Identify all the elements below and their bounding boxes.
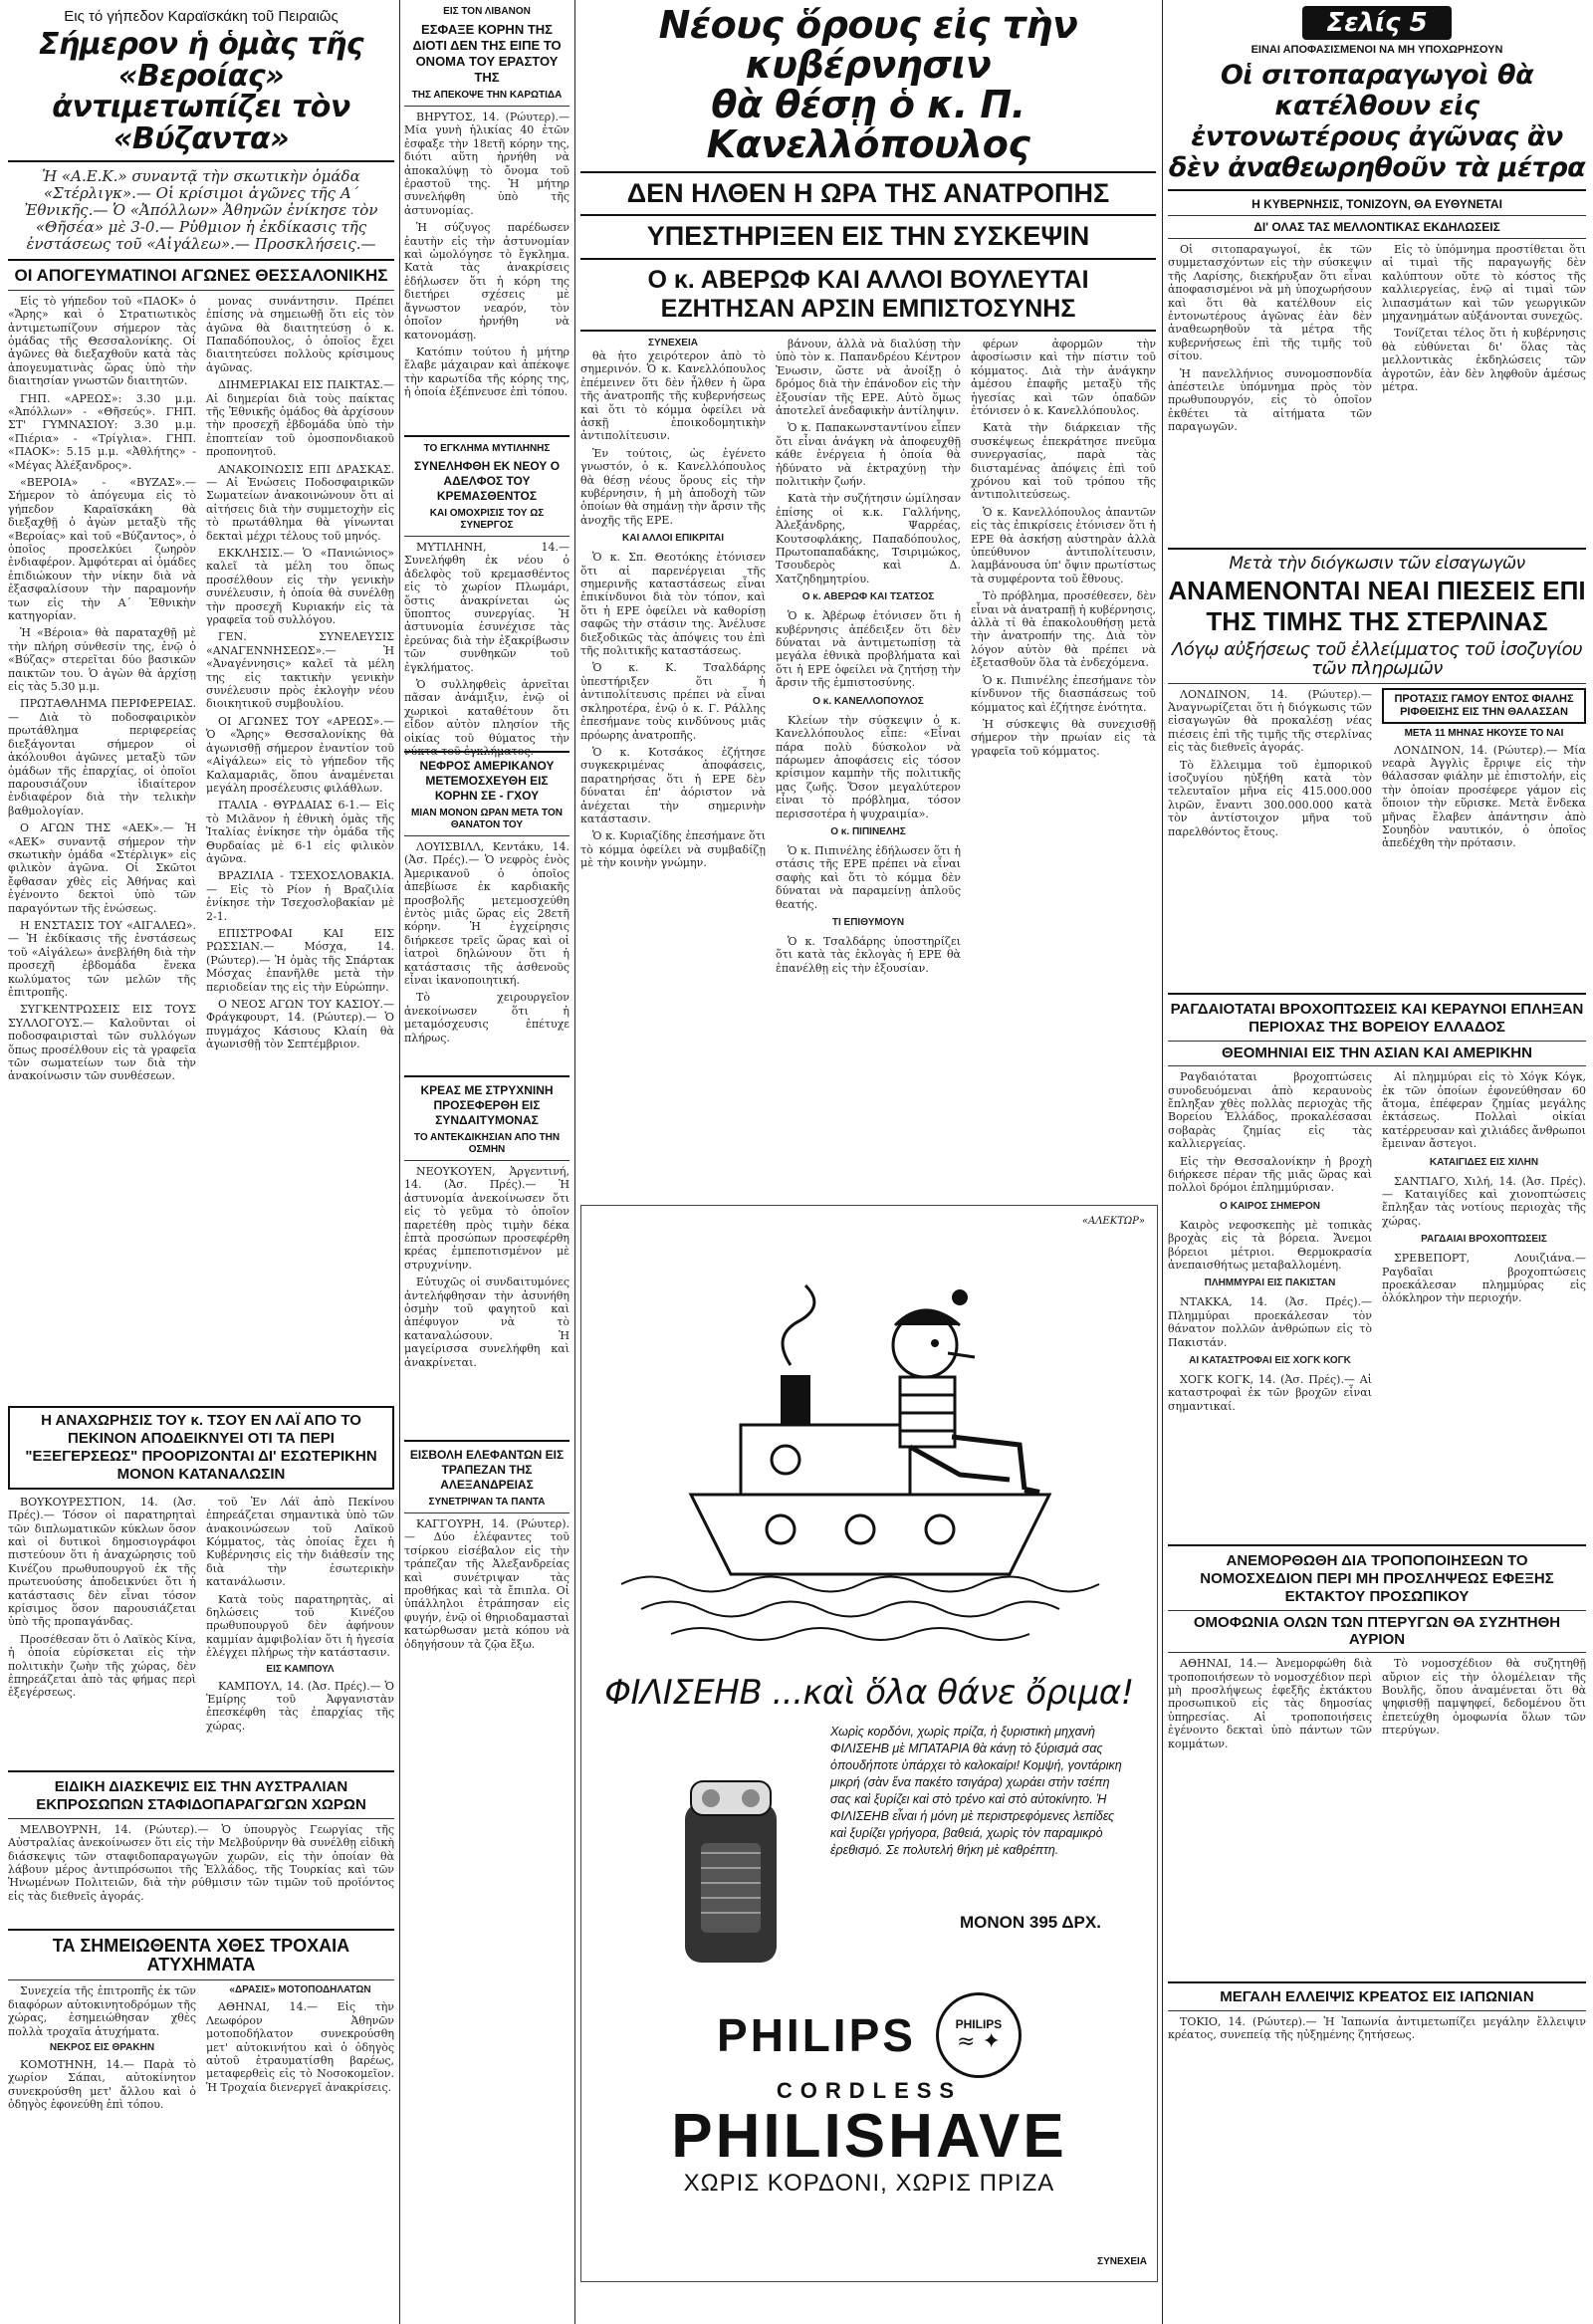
kidney-headline: ΝΕΦΡΟΣ ΑΜΕΡΙΚΑΝΟΥ ΜΕΤΕΜΟΣΧΕΥΘΗ ΕΙΣ ΚΟΡΗΝ ΣΕ - ΓΧΟΥ	[419, 759, 555, 803]
sterling-headline: ΑΝΑΜΕΝΟΝΤΑΙ ΝΕΑΙ ΠΙΕΣΕΙΣ ΕΠΙ ΤΗΣ ΤΙΜΗΣ ΤΗΣ ΣΤΕΡΛΙΝΑΣ	[1168, 575, 1586, 636]
marriage-box	[1382, 688, 1586, 724]
philips-shield-icon	[936, 1992, 1022, 2078]
lead-sub-c: Ο κ. ΚΑΝΕΛΛΟΠΟΥΛΟΣ	[812, 695, 924, 707]
mytilene-kicker: ΤΟ ΕΓΚΛΗΜΑ ΜΥΤΙΛΗΝΗΣ	[423, 443, 551, 454]
sports-headline: Σήμερον ἡ ὁμὰς τῆς «Βεροίας» ἀντιμετωπίζει τὸν «Βύζαντα»	[38, 27, 364, 156]
kidney-body: ΛΟΥΙΣΒΙΛΛ, Κεντάκυ, 14. (Ἀσ. Πρές).— Ὁ νεφρὸς ἑνὸς Ἀμερικανοῦ ὁ ὁποῖος ἀπεβίωσε ἐκ καρδιακῆς προσβολῆς μετεμοσχεύθη ἐντὸς μιᾶς ὥρας εἰς 28ετῆ κόρην. Ἡ ἐγχείρησις διήρκεσε τρεῖς ὥρας καὶ οἱ ἰατροὶ δηλώνουν ὅτι ἡ κατάστασις τῆς ἀσθενοῦς εἶναι ἱκανοποιητική. Τὸ χειρουργεῖον ἀνεκοίνωσεν ὅτι ἡ μεταμόσχευσις ἐπέτυχε πλήρως.	[404, 840, 569, 1045]
sports-body	[8, 295, 394, 1400]
farmers-sub-1: Η ΚΥΒΕΡΝΗΣΙΣ, ΤΟΝΙΖΟΥΝ, ΘΑ ΕΥΘΥΝΕΤΑΙ	[1252, 197, 1502, 211]
philishave-ad	[580, 1205, 1158, 2282]
law-headline: ΑΝΕΜΟΡΘΩΘΗ ΔΙΑ ΤΡΟΠΟΠΟΙΗΣΕΩΝ ΤΟ ΝΟΜΟΣΧΕΔΙΟΝ ΠΕΡΙ ΜΗ ΠΡΟΣΛΗΨΕΩΣ ΕΦΕΞΗΣ ΕΚΤΑΚΤΟΥ ΠΡΟΣΩΠΙΚΟΥ	[1200, 1552, 1554, 1606]
accidents-body-a: Συνεχεία τῆς ἐπιτροπῆς ἐκ τῶν διαφόρων αὐτοκινητοδρόμων τῆς χώρας, ἐσημειώθησαν χθὲς πολλὰ τροχαῖα ἀτυχήματα. ΝΕΚΡΟΣ ΕΙΣ ΘΡΑΚΗΝ ΚΟΜΟΤΗΝΗ, 14.— Παρὰ τὸ χωρίον Σάπαι, αὐτοκίνητον συνεκρούσθη μετ' ἄλλου καὶ ὁ ὁδηγὸς ἐφονεύθη ἐπὶ τόπου.	[8, 1984, 196, 2112]
storm-body-a: Ραγδαιόταται βροχοπτώσεις συνοδευόμεναι ἀπὸ κεραυνοὺς ἔπληξαν χθὲς πολλὰς περιοχὰς τῆς Βορείου Ἑλλάδος, προκαλέσασαι σοβαρὰς ζημίας εἰς τὰς καλλιεργείας. Εἰς τὴν Θεσσαλονίκην ἡ βροχὴ διήρκεσε πέραν τῆς μιᾶς ὥρας καὶ πολλοὶ δρόμοι ἐπλημμύρισαν. Ο ΚΑΙΡΟΣ ΣΗΜΕΡΟΝ Καιρὸς νεφοσκεπὴς μὲ τοπικὰς βροχὰς εἰς τὰ βόρεια. Ἄνεμοι βόρειοι μέτριοι. Θερμοκρασία ἀνεπαισθήτως μεταβαλλομένη. ΠΛΗΜΜΥΡΑΙ ΕΙΣ ΠΑΚΙΣΤΑΝ ΝΤΑΚΚΑ, 14. (Ἀσ. Πρές).— Πλημμύραι προεκάλεσαν τὸν θάνατον πολλῶν ἀνθρώπων εἰς τὸ Πακιστάν. ΑΙ ΚΑΤΑΣΤΡΟΦΑΙ ΕΙΣ ΧΟΓΚ ΚΟΓΚ ΧΟΓΚ ΚΟΓΚ, 14. (Ἀσ. Πρές).— Αἱ καταστροφαὶ ἐκ τῶν βροχῶν εἶναι σημαντικαί.	[1168, 1070, 1372, 1413]
elephants-sub: ΣΥΝΕΤΡΙΨΑΝ ΤΑ ΠΑΝΤΑ	[428, 1497, 546, 1508]
column-rule	[574, 0, 575, 2324]
storm-body	[1168, 1070, 1586, 1538]
floods-subhead: ΠΛΗΜΜΥΡΑΙ ΕΙΣ ΠΑΚΙΣΤΑΝ	[1204, 1278, 1336, 1289]
tsou-box	[8, 1406, 394, 1490]
ad-price: ΜΟΝΟΝ 395 ΔΡΧ.	[960, 1913, 1101, 1932]
economy-column	[1168, 0, 1586, 2324]
lead-sub-e: ΤΙ ΕΠΙΘΥΜΟΥΝ	[831, 916, 905, 928]
tsou-body-b: τοῦ Ἐν Λάϊ ἀπὸ Πεκίνου ἐπηρεάζεται σημαντικὰ ὑπὸ τῶν ἀνακοινώσεων τοῦ Λαϊκοῦ Κόμματος, τὰς ὁποίας ἔχει ἡ Κυβέρνησις εἰς τὴν διάθεσίν της διὰ τὴν ἐσωτερικὴν κατανάλωσιν. Κατὰ τοὺς παρατηρητὰς, αἱ δηλώσεις τοῦ Κινέζου πρωθυπουργοῦ δὲν ἀφήνουν καμμίαν ἀμφιβολίαν ὅτι ἡ ἡγεσία ἐλέγχει πλήρως τὴν κατάστασιν. ΕΙΣ ΚΑΜΠΟΥΛ ΚΑΜΠΟΥΛ, 14. (Ἀσ. Πρές).— Ὁ Ἐμίρης τοῦ Ἀφγανιστὰν ἐπεσκέφθη τὰς ἐπαρχίας τῆς χώρας.	[206, 1495, 394, 1733]
mytilene-sub: ΚΑΙ ΟΜΟΧΡΙΣΙΣ ΤΟΥ ΩΣ ΣΥΝΕΡΓΟΣ	[429, 508, 545, 531]
marriage-story	[1382, 688, 1586, 987]
shaver-icon	[671, 1773, 791, 1973]
lead-headline-1: Νέους ὅρους εἰς τὴν κυβέρνησιν	[658, 3, 1078, 87]
sterling-body	[1168, 688, 1586, 987]
sports-column	[8, 0, 394, 2324]
lead-story-column	[580, 0, 1156, 2324]
thessaloniki-subhead: ΟΙ ΑΠΟΓΕΥΜΑΤΙΝΟΙ ΑΓΩΝΕΣ ΘΕΣΣΑΛΟΝΙΚΗΣ	[14, 266, 388, 285]
ad-slogan: ΦΙΛΙΣΕΗΒ ...καὶ ὅλα θάνε ὄριμα!	[604, 1673, 1134, 1713]
storm-body-b: Αἱ πλημμύραι εἰς τὸ Χόγκ Κόγκ, ἐκ τῶν ὁποίων ἐφονεύθησαν 60 ἄτομα, ἐπέφεραν ζημίας μεγάλης ἐκτάσεως. Πολλαὶ οἰκίαι κατέρρευσαν καὶ χιλιάδες ἄνθρωποι ἔμειναν ἄστεγοι. ΚΑΤΑΙΓΙΔΕΣ ΕΙΣ ΧΙΛΗΝ ΣΑΝΤΙΑΓΟ, Χιλή, 14. (Ἀσ. Πρές).— Καταιγίδες καὶ χιονοπτώσεις ἔπληξαν τὰς νοτίους περιοχὰς τῆς χώρας. ΡΑΓΔΑΙΑΙ ΒΡΟΧΟΠΤΩΣΕΙΣ ΣΡΕΒΕΠΟΡΤ, Λουιζιάνα.— Ραγδαῖαι βροχοπτώσεις προεκάλεσαν πλημμύρας εἰς ὁλόκληρον τὴν περιοχήν.	[1382, 1070, 1586, 1305]
sports-body-col-b: μονας συνάντησιν. Πρέπει ἐπίσης νὰ σημειωθῇ ὅτι εἰς τὸν ἀγῶνα θὰ διαιτητεύσῃ ὁ κ. Παπαδόπουλος, ὁ ὁποῖος ἔχει διαιτητεύσει πολλοὺς κρίσιμους ἀγῶνας. ΔΙΗΜΕΡΙΑΚΑΙ ΕΙΣ ΠΑΙΚΤΑΣ.— Αἱ διημερίαι διὰ τοὺς παίκτας τῆς Ἐθνικῆς ὁμάδος θὰ ἀρχίσουν τὴν προσεχῆ ἑβδομάδα ὑπὸ τὴν ἐποπτείαν τοῦ ὁμοσπονδιακοῦ προπονητοῦ. ΑΝΑΚΟΙΝΩΣΙΣ ΕΠΙ ΔΡΑΣΚΑΣ.— Αἱ Ἑνώσεις Ποδοσφαιρικῶν Σωματείων ἀνακοινώνουν ὅτι αἱ αἰτήσεις διὰ τὴν συμμετοχὴν εἰς τὸ πρωτάθλημα θὰ γίνωνται δεκταὶ μέχρι τέλους τοῦ μηνός. ΕΚΚΛΗΣΙΣ.— Ὁ «Πανιώνιος» καλεῖ τὰ μέλη του ὅπως προσέλθουν εἰς τὴν γενικὴν συνέλευσιν, ἡ ὁποία θὰ συνέλθῃ τὴν προσεχῆ Κυριακήν εἰς τὰ γραφεῖα τοῦ συλλόγου. ΓΕΝ. ΣΥΝΕΛΕΥΣΙΣ «ΑΝΑΓΕΝΝΗΣΕΩΣ».— Ἡ «Ἀναγέννησις» καλεῖ τὰ μέλη της εἰς τακτικὴν γενικὴν συνέλευσιν πρὸς ἐκλογὴν νέου διοικητικοῦ συμβουλίου. ΟΙ ΑΓΩΝΕΣ ΤΟΥ «ΑΡΕΩΣ».— Ὁ «Ἄρης» Θεσσαλονίκης θὰ ἀγωνισθῇ σήμερον ἐναντίον τοῦ «Αἰγάλεω» εἰς τὸ γήπεδον τῆς Καλαμαριᾶς, ὅπου ἀναμένεται μεγάλη προσέλευσις φιλάθλων. ΙΤΑΛΙΑ - ΘΥΡΔΑΙΑΣ 6-1.— Εἰς τὸ Μιλᾶνον ἡ ἐθνικὴ ὁμὰς τῆς Ἰταλίας ἐνίκησε τὴν ὁμάδα τῆς Θυρδαίας μὲ 6-1 εἰς φιλικὸν ἀγῶνα. ΒΡΑΖΙΛΙΑ - ΤΣΕΧΟΣΛΟΒΑΚΙΑ.— Εἰς τὸ Ρίον ἡ Βραζιλία ἐνίκησε τὴν Τσεχοσλοβακίαν μὲ 2-1. ΕΠΙΣΤΡΟΦΑΙ ΚΑΙ ΕΙΣ ΡΩΣΣΙΑΝ.— Μόσχα, 14. (Ρώυτερ).— Ἡ ὁμὰς τῆς Σπάρτακ Μόσχας ἐπανῆλθε μετὰ τὴν περιοδείαν της εἰς τὴν Εὐρώπην. Ο ΝΕΟΣ ΑΓΩΝ ΤΟΥ ΚΑΣΙΟΥ.— Φράγκφουρτ, 14. (Ρώυτερ).— Ὁ πυγμάχος Κάσιους Κλαίη θὰ ἀγωνισθῇ τὸν Σεπτέμβριον.	[206, 294, 394, 1051]
motorcycle-kicker: «ΔΡΑΣΙΣ» ΜΟΤΟΠΟΔΗΛΑΤΩΝ	[229, 1984, 371, 1996]
sterling-body-a: ΛΟΝΔΙΝΟΝ, 14. (Ρώυτερ).— Ἀναγνωρίζεται ὅτι ἡ διόγκωσις τῶν εἰσαγωγῶν θὰ προκαλέσῃ νέας πιέσεις ἐπὶ τῆς τιμῆς τῆς στερλίνας εἰς τὰς διεθνεῖς ἀγοράς. Τὸ ἔλλειμμα τοῦ ἐμπορικοῦ ἰσοζυγίου ηὐξήθη κατὰ τὸν τελευταῖον μῆνα εἰς 415.000.000 λιρῶν, ἔναντι 300.000.000 κατὰ τὸν ἀντίστοιχον μῆνα τοῦ παρελθόντος ἔτους.	[1168, 687, 1372, 838]
farmers-body	[1168, 243, 1586, 542]
sterling-deck: Λόγῳ αὐξήσεως τοῦ ἐλλείμματος τοῦ ἰσοζυγίου τῶν πληρωμῶν	[1171, 638, 1583, 679]
lead-continuation: ΣΥΝΕΧΕΙΑ	[648, 337, 698, 349]
elephants-body: ΚΑΓΓΟΥΡΗ, 14. (Ρώυτερ).— Δύο ἐλέφαντες τοῦ τσίρκου εἰσέβαλον εἰς τὴν τράπεζαν τῆς Ἀλεξανδρείας καὶ συνέτριψαν τὰς προθήκας καὶ τὰ ἔπιπλα. Οἱ ὑπάλληλοι ἐτράπησαν εἰς φυγήν, ἐνῷ οἱ θηριοδαμασταὶ κατώρθωσαν μετὰ κόπου νὰ ὁδηγήσουν τὰ ζῷα ἔξω.	[404, 1517, 569, 1651]
lebanon-kicker: ΕΙΣ ΤΟΝ ΛΙΒΑΝΟΝ	[443, 6, 531, 17]
philips-wave: ≈ ✦	[957, 2029, 1001, 2054]
sports-intro: Ἡ «Α.Ε.Κ.» συναντᾷ τὴν σκωτικὴν ὁμάδα «Στέρλιγκ».— Οἱ κρίσιμοι ἀγῶνες τῆς Α΄ Ἐθνικῆς.— Ὁ «Ἀπόλλων» Ἀθηνῶν ἐνίκησε τὸν «Θῆσέα» μὲ 3-0.— Ρὑθμιον ἡ ἐκδίκασις τῆς ἐνστάσεως τοῦ «Αἰγάλεω».— Προσκλήσεις.—	[24, 167, 378, 253]
lead-headline-2: θὰ θέσῃ ὁ κ. Π. Κανελλόπουλος	[706, 82, 1030, 166]
accidents-headline: ΤΑ ΣΗΜΕΙΩΘΕΝΤΑ ΧΘΕΣ ΤΡΟΧΑΙΑ ΑΤΥΧΗΜΑΤΑ	[52, 1935, 350, 1975]
japan-body: ΤΟΚΙΟ, 14. (Ρώυτερ).— Ἡ Ἰαπωνία ἀντιμετωπίζει μεγάλην ἔλλειψιν κρέατος, συνεπείᾳ τῆς ηὐξημένης ζητήσεως.	[1168, 2014, 1586, 2042]
news-column-narrow	[404, 0, 569, 2324]
page-label: Σελίς 5	[1302, 6, 1452, 40]
tsou-headline: Η ΑΝΑΧΩΡΗΣΙΣ ΤΟΥ κ. ΤΣΟΥ ΕΝ ΛΑΪ ΑΠΟ ΤΟ ΠΕΚΙΝΟΝ ΑΠΟΔΕΙΚΝΥΕΙ ΟΤΙ ΤΑ ΠΕΡΙ "ΕΞΕΓΕΡΣΕΩΣ" ΠΡΟΟΡΙΖΟΝΤΑΙ ΔΙ' ΕΣΩΤΕΡΙΚΗΝ ΜΟΝΟΝ ΚΑΤΑΝΑΛΩΣΙΝ	[25, 1411, 377, 1483]
lead-body-a: ΣΥΝΕΧΕΙΑ θὰ ἠτο χειρότερον ἀπὸ τὸ σημερινόν. Ὁ κ. Κανελλόπουλος ἐπέμεινεν ὅτι δὲν ἦλθεν ἡ ὥρα τῆς ἀνατροπῆς τῆς κυβερνήσεως καὶ ὅτι τὸ κόμμα ὀφείλει νὰ ἀσκῇ ἐποικοδομητικὴν ἀντιπολίτευσιν. Ἐν τούτοις, ὡς ἐγένετο γνωστόν, ὁ κ. Κανελλόπουλος θὰ θέσῃ νέους ὅρους εἰς τὴν κυβέρνησιν, ἡ μὴ ἀποδοχὴ τῶν ὁποίων θὰ σημάνῃ τὴν ἄρσιν τῆς ἀνοχῆς τῆς ΕΡΕ. ΚΑΙ ΑΛΛΟΙ ΕΠΙΚΡΙΤΑΙ Ὁ κ. Σπ. Θεοτόκης ἐτόνισεν ὅτι αἱ παρενέργειαι τῆς σημερινῆς καταστάσεως εἶναι ἐπικίνδυνοι διὰ τὸν τόπον, καὶ ὅτι ἡ ΕΡΕ ὀφείλει νὰ καθορίσῃ σαφῶς τὴν στάσιν της. Ἀνέλυσε διεξοδικῶς τὰς ἀπόψεις του ἐπὶ τῆς πολιτικῆς καταστάσεως. Ὁ κ. Κ. Τσαλδάρης ὑπεστήριξεν ὅτι ἡ ἀντιπολίτευσις πρέπει νὰ εἶναι σκληροτέρα, ἐνῷ ὁ κ. Γ. Ράλλης ἐπεσήμανε τοὺς κινδύνους μιᾶς πρόωρης ἀνατροπῆς. Ὁ κ. Κοτσάκος ἐζήτησε συγκεκριμένας ἀποφάσεις, παρατηρήσας ὅτι ἡ ΕΡΕ δὲν δύναται ἐπ' ἀόριστον νὰ ἀνέχεται τὴν σημερινὴν κατάστασιν. Ὁ κ. Κυριαζίδης ἐπεσήμανε ὅτι τὸ κόμμα ὀφείλει νὰ συμβαδίζῃ μὲ τὴν κοινὴν γνώμην.	[580, 337, 766, 870]
strychnine-headline: ΚΡΕΑΣ ΜΕ ΣΤΡΥΧΝΙΝΗ ΠΡΟΣΕΦΕΡΘΗ ΕΙΣ ΣΥΝΔΑΙΤΥΜΟΝΑΣ	[420, 1083, 554, 1127]
marriage-body: ΛΟΝΔΙΝΟΝ, 14. (Ρώυτερ).— Μία νεαρὰ Ἀγγλὶς ἔρριψε εἰς τὴν θάλασσαν φιάλην μὲ ἐπιστολήν, εἰς τὴν ὁποίαν προσέφερε γάμον εἰς ὅποιον τὴν εὕρισκε. Μετὰ ἕνδεκα μῆνας ἔλαβεν ἀπάντησιν ἀπὸ Σουηδὸν ναυτικόν, ὁ ὁποῖος ἀπεδέχθη τὴν πρότασιν.	[1382, 743, 1586, 850]
farmers-body-b: Εἰς τὸ ὑπόμνημα προστίθεται ὅτι αἱ τιμαὶ τῆς παραγωγῆς δὲν καλύπτουν οὔτε τὸ κόστος τῆς καλλιεργείας, ἐνῷ αἱ τιμαὶ τῶν λιπασμάτων καὶ τῶν γεωργικῶν μηχανημάτων αὐξάνονται συνεχῶς. Τονίζεται τέλος ὅτι ἡ κυβέρνησις θὰ εὐθύνεται δι' ὅλας τὰς μελλοντικὰς ἐκδηλώσεις τῶν ἀγροτῶν, ἐὰν δὲν ληφθοῦν ἀμέσως μέτρα.	[1382, 243, 1586, 394]
kampoul-kicker: ΕΙΣ ΚΑΜΠΟΥΛ	[266, 1663, 335, 1675]
rain-subhead: ΡΑΓΔΑΙΑΙ ΒΡΟΧΟΠΤΩΣΕΙΣ	[1421, 1234, 1547, 1246]
lead-sub-d: Ο κ. ΠΙΠΙΝΕΛΗΣ	[830, 825, 906, 837]
cordless-label: CORDLESS	[776, 2078, 963, 2103]
lead-deck-2: ΥΠΕΣΤΗΡΙΞΕΝ ΕΙΣ ΤΗΝ ΣΥΣΚΕΨΙΝ	[646, 221, 1090, 252]
farmers-sub-2: ΔΙ' ΟΛΑΣ ΤΑΣ ΜΕΛΛΟΝΤΙΚΑΣ ΕΚΔΗΛΩΣΕΙΣ	[1253, 220, 1500, 234]
ad-tagline: ΧΩΡΙΣ ΚΟΡΔΟΝΙ, ΧΩΡΙΣ ΠΡΙΖΑ	[683, 2170, 1055, 2197]
marriage-sub: ΜΕΤΑ 11 ΜΗΝΑΣ ΗΚΟΥΣΕ ΤΟ ΝΑΙ	[1404, 727, 1564, 739]
ad-body: Χωρὶς κορδόνι, χωρὶς πρίζα, ἡ ξυριστικὴ μηχανὴ ΦΙΛΙΣΕΗΒ μὲ ΜΠΑΤΑΡΙΑ θὰ κάνῃ τὸ ξύρισμά σας ὁπουδήποτε ὑπάρχει τὸ καλοκαίρι! Κομψή, γοντάρικη μικρή (σὰν ἕνα πακέτο τσιγάρα) χωράει στὴν τσέπη σας καὶ ξυρίζει καὶ στὸ τρένο καὶ στὸ αὐτοκίνητο. Ἡ ΦΙΛΙΣΕΗΒ εἶναι ἡ μόνη μὲ περιστρεφόμενες λεπίδες καὶ ξυρίζει γρήγορα, βαθειά, χωρὶς τὸν παραμικρὸ ἐρεθισμό. Σε πολυτελή θήκη μὲ καθρέπτη.	[830, 1725, 1122, 1857]
hk-subhead: ΑΙ ΚΑΤΑΣΤΡΟΦΑΙ ΕΙΣ ΧΟΓΚ ΚΟΓΚ	[1189, 1355, 1351, 1367]
strychnine-body: ΝΕΟΥΚΟΥΕΝ, Ἀργεντινή, 14. (Ἀσ. Πρές).— Ἡ ἀστυνομία ἀνεκοίνωσεν ὅτι εἰς τὸ γεῦμα τὸ ὁποῖον παρετέθη πρὸς τιμὴν δέκα ἑπτὰ προσώπων προσεφέρθη κρέας ἐμπεποτισμένον μὲ στρυχνίνην. Εὐτυχῶς οἱ συνδαιτυμόνες ἀντελήφθησαν τὴν ἀσυνήθη ὀσμὴν τοῦ φαγητοῦ καὶ ἀπέφυγον νὰ τὸ καταναλώσουν. Ἡ μαγείρισσα συνελήφθη καὶ ἀνακρίνεται.	[404, 1165, 569, 1369]
sterling-kicker: Μετὰ τὴν διόγκωσιν τῶν εἰσαγωγῶν	[1229, 554, 1525, 574]
lead-sub-b: Ο κ. ΑΒΕΡΩΦ ΚΑΙ ΤΣΑΤΣΟΣ	[801, 591, 935, 603]
accidents-body-b: «ΔΡΑΣΙΣ» ΜΟΤΟΠΟΔΗΛΑΤΩΝ ΑΘΗΝΑΙ, 14.— Εἰς τὴν Λεωφόρον Ἀθηνῶν μοτοποδήλατον συνεκρούσθη μετ' αὐτοκινήτου καὶ ὁ ὁδηγὸς αὐτοῦ ἐτραυματίσθη βαρέως, μεταφερθεὶς εἰς τὸ Νοσοκομεῖον. Ἡ Τροχαία διενεργεῖ ἀνακρίσεις.	[206, 1984, 394, 2094]
law-body-a: ΑΘΗΝΑΙ, 14.— Ἀνεμορφώθη διὰ τροποποιήσεων τὸ νομοσχέδιον περὶ μὴ προσλήψεως ἐφεξῆς ἐκτάκτου προσωπικοῦ εἰς τὰς δημοσίας ὑπηρεσίας. Αἱ τροποποιήσεις ἐγένοντο δεκταὶ ὑπὸ πάντων τῶν κομμάτων.	[1168, 1657, 1372, 1750]
storm-headline: ΡΑΓΔΑΙΟΤΑΤΑΙ ΒΡΟΧΟΠΤΩΣΕΙΣ ΚΑΙ ΚΕΡΑΥΝΟΙ ΕΠΛΗΞΑΝ ΠΕΡΙΟΧΑΣ ΤΗΣ ΒΟΡΕΙΟΥ ΕΛΛΑΔΟΣ	[1170, 1000, 1584, 1036]
strychnine-sub: ΤΟ ΑΝΤΕΚΔΙΚΗΣΙΑΝ ΑΠΟ ΤΗΝ ΟΣΜΗΝ	[413, 1132, 561, 1155]
law-body-b: Τὸ νομοσχέδιον θὰ συζητηθῇ αὔριον εἰς τὴν ὁλομέλειαν τῆς Βουλῆς, ὅπου ἀναμένεται ὅτι θὰ ψηφισθῇ παμψηφεί, δεδομένου ὅτι ἐπετεύχθη ὁμοφωνία ὅλων τῶν πτερύγων.	[1382, 1657, 1586, 1738]
farmers-headline: Οἱ σιτοπαραγωγοὶ θὰ κατέλθουν εἰς ἐντονωτέρους ἀγῶνας ἂν δὲν ἀναθεωρηθοῦν τὰ μέτρα	[1168, 60, 1586, 183]
philips-brand-block	[601, 1992, 1137, 2198]
farmers-body-a: Οἱ σιτοπαραγωγοί, ἐκ τῶν συμμετασχόντων εἰς τὴν σύσκεψιν τῆς Λαρίσης, διεκήρυξαν ὅτι εἶναι ἀποφασισμένοι νὰ μὴ ὑποχωρήσουν καὶ ὅτι θὰ κατέλθουν εἰς ἐντονωτέρους ἀγῶνας ἐὰν δὲν ἀναθεωρηθοῦν τὰ μέτρα τῆς κυβερνήσεως ἐπὶ τῆς τιμῆς τοῦ σίτου. Ἡ πανελλήνιος συνομοσπονδία ἀπέστειλε ὑπόμνημα πρὸς τὸν πρωθυπουργόν, εἰς τὸ ὁποῖον ἐκθέτει τὰ αἰτήματα τῶν παραγωγῶν.	[1168, 243, 1372, 434]
australia-headline: ΕΙΔΙΚΗ ΔΙΑΣΚΕΨΙΣ ΕΙΣ ΤΗΝ ΑΥΣΤΡΑΛΙΑΝ ΕΚΠΡΟΣΩΠΩΝ ΣΤΑΦΙΔΟΠΑΡΑΓΩΓΩΝ ΧΩΡΩΝ	[36, 1777, 366, 1813]
accidents-subhead: ΝΕΚΡΟΣ ΕΙΣ ΘΡΑΚΗΝ	[49, 2041, 155, 2053]
philips-wordmark: PHILIPS	[717, 2009, 916, 2061]
sports-kicker: Εις τό γήπεδον Καραϊσκάκη τοῦ Πειραιῶς	[64, 8, 339, 25]
accidents-body	[8, 1984, 394, 2164]
philips-shield-text: PHILIPS	[955, 2017, 1003, 2031]
philips-row	[601, 1992, 1137, 2078]
law-sub: ΟΜΟΦΩΝΙΑ ΟΛΩΝ ΤΩΝ ΠΤΕΡΥΓΩΝ ΘΑ ΣΥΖΗΤΗΘΗ ΑΥΡΙΟΝ	[1193, 1614, 1561, 1648]
philishave-wordmark: PHILISHAVE	[671, 2102, 1067, 2171]
lebanon-sub: ΤΗΣ ΑΠΕΚΟΨΕ ΤΗΝ ΚΑΡΩΤΙΔΑ	[411, 90, 563, 101]
farmers-tagline: ΕΙΝΑΙ ΑΠΟΦΑΣΙΣΜΕΝΟΙ ΝΑ ΜΗ ΥΠΟΧΩΡΗΣΟΥΝ	[1251, 44, 1503, 56]
boat-illustration	[581, 1226, 1157, 1664]
storm-sub: ΘΕΟΜΗΝΙΑΙ ΕΙΣ ΤΗΝ ΑΣΙΑΝ ΚΑΙ ΑΜΕΡΙΚΗΝ	[1222, 1044, 1532, 1061]
weather-subhead: Ο ΚΑΙΡΟΣ ΣΗΜΕΡΟΝ	[1220, 1200, 1320, 1212]
australia-body: ΜΕΛΒΟΥΡΝΗ, 14. (Ρώυτερ).— Ὁ ὑπουργὸς Γεωργίας τῆς Αὐστραλίας ἀνεκοίνωσεν ὅτι εἰς τὴν Μελβούρνην θὰ συνέλθῃ εἰδικὴ διάσκεψις τῶν σταφιδοπαραγωγῶν χωρῶν, εἰς τὴν ὁποίαν θὰ λάβουν μέρος ἀντιπρόσωποι τῆς Ἑλλάδος, τῆς Τουρκίας καὶ τῶν Ἡνωμένων Πολιτειῶν, διὰ τὴν ρύθμισιν τῶν τιμῶν τοῦ προϊόντος εἰς τὰς διεθνεῖς ἀγοράς.	[8, 1822, 394, 1903]
ad-bottom-continuation: ΣΥΝΕΧΕΙΑ	[1097, 2256, 1147, 2267]
column-rule	[399, 0, 400, 2324]
ad-signature: «ΑΛΕΚΤΩΡ»	[1081, 1216, 1145, 1227]
lead-deck-3: Ο κ. ΑΒΕΡΩΦ ΚΑΙ ΑΛΛΟΙ ΒΟΥΛΕΥΤΑΙ ΕΖΗΤΗΣΑΝ ΑΡΣΙΝ ΕΜΠΙΣΤΟΣΥΝΗΣ	[647, 265, 1089, 323]
snow-subhead: ΚΑΤΑΙΓΙΔΕΣ ΕΙΣ ΧΙΛΗΝ	[1429, 1156, 1539, 1168]
kidney-sub: ΜΙΑΝ ΜΟΝΟΝ ΩΡΑΝ ΜΕΤΑ ΤΟΝ ΘΑΝΑΤΟΝ ΤΟΥ	[411, 808, 563, 830]
sports-body-col-a: Εἰς τὸ γήπεδον τοῦ «ΠΑΟΚ» ὁ «Ἄρης» καὶ ὁ Στρατιωτικὸς ἀντιμετωπίζουν σήμερον τὰς ὁμάδας τῆς Θεσσαλονίκης. Οἱ ἀγῶνες θὰ διεξαχθοῦν κατὰ τὰς ἀπογευματινὰς ὥρας ὑπὸ τὴν διαιτησίαν γνωστῶν διαιτητῶν. ΓΗΠ. «ΑΡΕΩΣ»: 3.30 μ.μ. «Ἀπόλλων» - «Θῆσεύς». ΓΗΠ. ΣΤ' ΓΥΜΝΑΣΙΟΥ: 3.30 μ.μ. «Πιέρια» - «Τρίγλια». ΓΗΠ. «ΠΑΟΚ»: 5.15 μ.μ. «Ἀθλήτης» - «Μέγας Ἀλέξανδρος». «ΒΕΡΟΙΑ» - «ΒΥΖΑΣ».— Σήμερον τὸ ἀπόγευμα εἰς τὸ γήπεδον Καραϊσκάκη θὰ διεξαχθῇ ὁ ἀγὼν μεταξὺ τῆς «Βεροίας» καὶ τοῦ «Βύζαντος», ὁ ὁποῖος προσελκύει ζωηρὸν ἐνδιαφέρον. Ἀμφότεραι αἱ ὁμάδες ἐπιδιώκουν τὴν νίκην διὰ νὰ ἐξασφαλίσουν τὴν παραμονήν των εἰς τὴν Α΄ Ἐθνικὴν κατηγορίαν. Ἡ «Βέροια» θὰ παραταχθῇ μὲ τὴν πλήρη σύνθεσίν της, ἐνῷ ὁ «Βύζας» στερεῖται δύο βασικῶν παικτῶν του. Ὁ ἀγὼν θὰ ἀρχίσῃ εἰς τὰς 5.30 μ.μ. ΠΡΩΤΑΘΛΗΜΑ ΠΕΡΙΦΕΡΕΙΑΣ.— Διὰ τὸ ποδοσφαιρικὸν πρωτάθλημα περιφερείας διεξάγονται σήμερον οἱ ἀκόλουθοι ἀγῶνες μεταξὺ τῶν ὁμάδων τῆς ἐπαρχίας, οἱ ὁποῖοι παρουσιάζουν ἰδιαίτερον ἐνδιαφέρον διὰ τὴν τελικὴν βαθμολογίαν. Ο ΑΓΩΝ ΤΗΣ «ΑΕΚ».— Ἡ «ΑΕΚ» συναντᾷ σήμερον τὴν σκωτικὴν ὁμάδα «Στέρλιγκ» εἰς φιλικὸν ἀγῶνα. Οἱ Σκῶτοι ἔφθασαν χθὲς εἰς Ἀθήνας καὶ ἐγένοντο δεκτοὶ ὑπὸ τῶν παραγόντων τῆς ἑνώσεως. Η ΕΝΣΤΑΣΙΣ ΤΟΥ «ΑΙΓΑΛΕΩ».— Ἡ ἐκδίκασις τῆς ἐνστάσεως τοῦ «Αἰγάλεω» ἀνεβλήθη διὰ τὴν προσεχῆ ἑβδομάδα ἕνεκα κωλύματος τῶν μελῶν τῆς ἐπιτροπῆς. ΣΥΓΚΕΝΤΡΩΣΕΙΣ ΕΙΣ ΤΟΥΣ ΣΥΛΛΟΓΟΥΣ.— Καλοῦνται οἱ ποδοσφαιρισταὶ τῶν συλλόγων ὅπως προσέλθουν εἰς τὰ γραφεῖα τῶν σωματείων των διὰ τὴν ἀνακοίνωσιν τῶν συνθέσεων.	[8, 294, 196, 1083]
lead-body-b: βάνουν, ἀλλὰ νὰ διαλύσῃ τὴν ὑπὸ τὸν κ. Παπανδρέου Κέντρον Ἐνωσιν, ὥστε νὰ ἀνοίξῃ ὁ δρόμος διὰ τὴν ἐπάνοδον εἰς τὴν ἐξουσίαν τῆς ΕΡΕ. Αὐτὸ ὅμως ἀποτελεῖ ἀνεδαφικὴν ἀντίληψιν. Ὁ κ. Παπακωνσταντίνου εἶπεν ὅτι εἶναι ἀνάγκη νὰ ἀποφευχθῇ κάθε ἐνέργεια ἡ ὁποία θὰ ἠδύνατο νὰ ἐκτραχύνῃ τὴν πολιτικὴν ζωήν. Κατὰ τὴν συζήτησιν ὡμίλησαν ἐπίσης οἱ κ.κ. Γαλλήνης, Ἀλεξάνδρης, Ψαρρέας, Κουτσοφλάκης, Παπαδόπουλος, Πρωτοπαπαδάκης, Τσιριμώκος, Τσουδερὸς καὶ Δ. Χατζηδημητρίου. Ο κ. ΑΒΕΡΩΦ ΚΑΙ ΤΣΑΤΣΟΣ Ὁ κ. Ἀβέρωφ ἐτόνισεν ὅτι ἡ κυβέρνησις ἀπέδειξεν ὅτι δὲν δύναται νὰ ἀντιμετωπίσῃ τὰ μεγάλα ἐθνικὰ προβλήματα καὶ ὅτι ἡ ΕΡΕ ὀφείλει νὰ ζητήσῃ τὴν ἄρσιν τῆς ἐμπιστοσύνης. Ο κ. ΚΑΝΕΛΛΟΠΟΥΛΟΣ Κλείων τὴν σύσκεψιν ὁ κ. Κανελλόπουλος εἶπε: «Εἶναι πάρα πολὺ δύσκολον νὰ πάρωμεν ἀποφάσεις εἰς τόσον κρίσιμον καμπὴν τῆς πολιτικῆς μας ζωῆς. Ὅσον μεγαλύτερον εἶναι τὸ πρόβλημα, τόσον περισσοτέρα ἡ ψυχραιμία». Ο κ. ΠΙΠΙΝΕΛΗΣ Ὁ κ. Πιπινέλης ἐδήλωσεν ὅτι ἡ στάσις τῆς ΕΡΕ πρέπει νὰ εἶναι σαφὴς καὶ ὅτι τὸ κόμμα δὲν δύναται νὰ παραμείνῃ ἀπλοῦς θεατής. ΤΙ ΕΠΙΘΥΜΟΥΝ Ὁ κ. Τσαλδάρης ὑποστηρίζει ὅτι κατὰ τὰς ἐκλογὰς ἡ ΕΡΕ θὰ ἐπανέλθῃ εἰς τὴν ἐξουσίαν.	[776, 337, 961, 975]
lead-sub-a: ΚΑΙ ΑΛΛΟΙ ΕΠΙΚΡΙΤΑΙ	[622, 533, 724, 545]
lead-body-c: φέρων ἀφορμῶν τὴν ἀφοσίωσιν καὶ τὴν πίστιν τοῦ κόμματος. Διὰ τὴν ἀνάγκην ἀμέσου ἐπαφῆς μεταξὺ τῆς ἡγεσίας καὶ τῶν ὀπαδῶν ἐτόνισεν ὁ κ. Κανελλόπουλος. Κατὰ τὴν διάρκειαν τῆς συσκέψεως ἐπεκράτησε πνεῦμα συνεργασίας, παρὰ τὰς διισταμένας ἀπόψεις ἐπὶ τοῦ χρόνου καὶ τοῦ τρόπου τῆς ἀντιπολιτεύσεως. Ὁ κ. Κανελλόπουλος ἀπαντῶν εἰς τὰς ἐπικρίσεις ἐτόνισεν ὅτι ἡ ΕΡΕ θὰ ἀσκήσῃ αὐστηρὰν ἀλλὰ ὑπεύθυνον ἀντιπολίτευσιν, λαμβάνουσα ὑπ' ὄψιν πρωτίστως τὰ συμφέροντα τοῦ ἔθνους. Τὸ πρόβλημα, προσέθεσεν, δὲν εἶναι νὰ ἀνατραπῇ ἡ κυβέρνησις, ἀλλὰ τί θὰ ἐπακολουθήσῃ μετὰ τὴν ἀνατροπήν της. Διὰ τὸν λόγον αὐτὸν θὰ πρέπει νὰ ἐξετασθοῦν ὅλα τὰ ἐνδεχόμενα. Ὁ κ. Πιπινέλης ἐπεσήμανε τὸν κίνδυνον τῆς διασπάσεως τοῦ κόμματος καὶ ἐζήτησε ἑνότητα. Ἡ σύσκεψις θὰ συνεχισθῇ σήμερον τὴν πρωίαν εἰς τὰ γραφεῖα τοῦ κόμματος.	[971, 337, 1156, 758]
mytilene-body: ΜΥΤΙΛΗΝΗ, 14.— Συνελήφθη ἐκ νέου ὁ ἀδελφὸς τοῦ κρεμασθέντος εἰς τὸ χωρίον Πλωμάρι, ὅστις ἀνακρίνεται ὡς ὕποπτος συνεργίας. Ἡ ἀστυνομία ἐσυνέχισε τὰς ἐρεύνας διὰ τὴν ἐξακρίβωσιν τῶν συνθηκῶν τοῦ ἐγκλήματος. Ὁ συλληφθεὶς ἀρνεῖται πᾶσαν ἀνάμιξιν, ἐνῷ οἱ χωρικοὶ καταθέτουν ὅτι εἶδον αὐτὸν πλησίον τῆς οἰκίας τοῦ θύματος τὴν νύκτα τοῦ ἐγκλήματος.	[404, 541, 569, 759]
lebanon-body: ΒΗΡΥΤΟΣ, 14. (Ρώυτερ).— Μία γυνὴ ἡλικίας 40 ἐτῶν ἐσφαξε τὴν 18ετῆ κόρην της, διότι αὕτη ἠρνήθη νὰ ἀποκαλύψῃ τὸ ὄνομα τοῦ ἐραστοῦ της. Ἡ μήτηρ συνελήφθη ὑπὸ τῆς ἀστυνομίας. Ἡ σύζυγος παρέδωσεν ἑαυτὴν εἰς τὴν ἀστυνομίαν καὶ ὡμολόγησε τὸ ἔγκλημα. Κατὰ τὰς ἀνακρίσεις ἐδήλωσεν ὅτι ἡ κόρη της διετήρει σχέσεις μὲ ἄγνωστον νεαρόν, τὸν ὁποῖον ἠρνήθη νὰ κατονομάσῃ. Κατόπιν τούτου ἡ μήτηρ ἔλαβε μάχαιραν καὶ ἀπέκοψε τὴν καρωτίδα τῆς κόρης της, ἡ ὁποία ἐξέπνευσε ἐπὶ τόπου.	[404, 111, 569, 399]
japan-headline: ΜΕΓΑΛΗ ΕΛΛΕΙΨΙΣ ΚΡΕΑΤΟΣ ΕΙΣ ΙΑΠΩΝΙΑΝ	[1220, 1988, 1534, 2006]
marriage-headline: ΠΡΟΤΑΣΙΣ ΓΑΜΟΥ ΕΝΤΟΣ ΦΙΑΛΗΣ ΡΙΦΘΕΙΣΗΣ ΕΙΣ ΤΗΝ ΘΑΛΑΣΣΑΝ	[1394, 692, 1574, 718]
column-rule	[1162, 0, 1163, 2324]
lead-deck-1: ΔΕΝ ΗΛΘΕΝ Η ΩΡΑ ΤΗΣ ΑΝΑΤΡΟΠΗΣ	[626, 177, 1110, 208]
mytilene-headline: ΣΥΝΕΛΗΦΘΗ ΕΚ ΝΕΟΥ Ο ΑΔΕΛΦΟΣ ΤΟΥ ΚΡΕΜΑΣΘΕΝΤΟΣ	[413, 459, 561, 503]
lebanon-headline: ΕΣΦΑΞΕ ΚΟΡΗΝ ΤΗΣ ΔΙΟΤΙ ΔΕΝ ΤΗΣ ΕΙΠΕ ΤΟ ΟΝΟΜΑ ΤΟΥ ΕΡΑΣΤΟΥ ΤΗΣ	[412, 22, 562, 85]
tsou-body-a: ΒΟΥΚΟΥΡΕΣΤΙΟΝ, 14. (Ἀσ. Πρές).— Τόσον οἱ παρατηρηταὶ τῶν διπλωματικῶν κύκλων ὅσον καὶ οἱ δυτικοὶ δημοσιογράφοι πιστεύουν ὅτι ἡ ἀναχώρησις τοῦ Κινέζου πρωθυπουργοῦ ἐκ τῆς πρωτευούσης ἀποδεικνύει ὅτι ἡ κατάστασις δὲν εἶναι τόσον κρίσιμος ὅσον παρουσιάζεται ὑπὸ τῆς προπαγάνδας. Προσέθεσαν ὅτι ὁ Λαϊκὸς Κίνα, ἡ ὁποία εὑρίσκεται εἰς τὴν πολιτικὴν ζωὴν τῆς χώρας, δὲν ἐπηρεάζεται ἀπὸ τὰς φήμας περὶ ἐξεγέρσεως.	[8, 1495, 196, 1700]
lead-story-body	[580, 338, 1156, 1323]
elephants-headline: ΕΙΣΒΟΛΗ ΕΛΕΦΑΝΤΩΝ ΕΙΣ ΤΡΑΠΕΖΑΝ ΤΗΣ ΑΛΕΞΑΝΔΡΕΙΑΣ	[409, 1448, 565, 1492]
tsou-body	[8, 1496, 394, 1764]
law-body	[1168, 1657, 1586, 1975]
